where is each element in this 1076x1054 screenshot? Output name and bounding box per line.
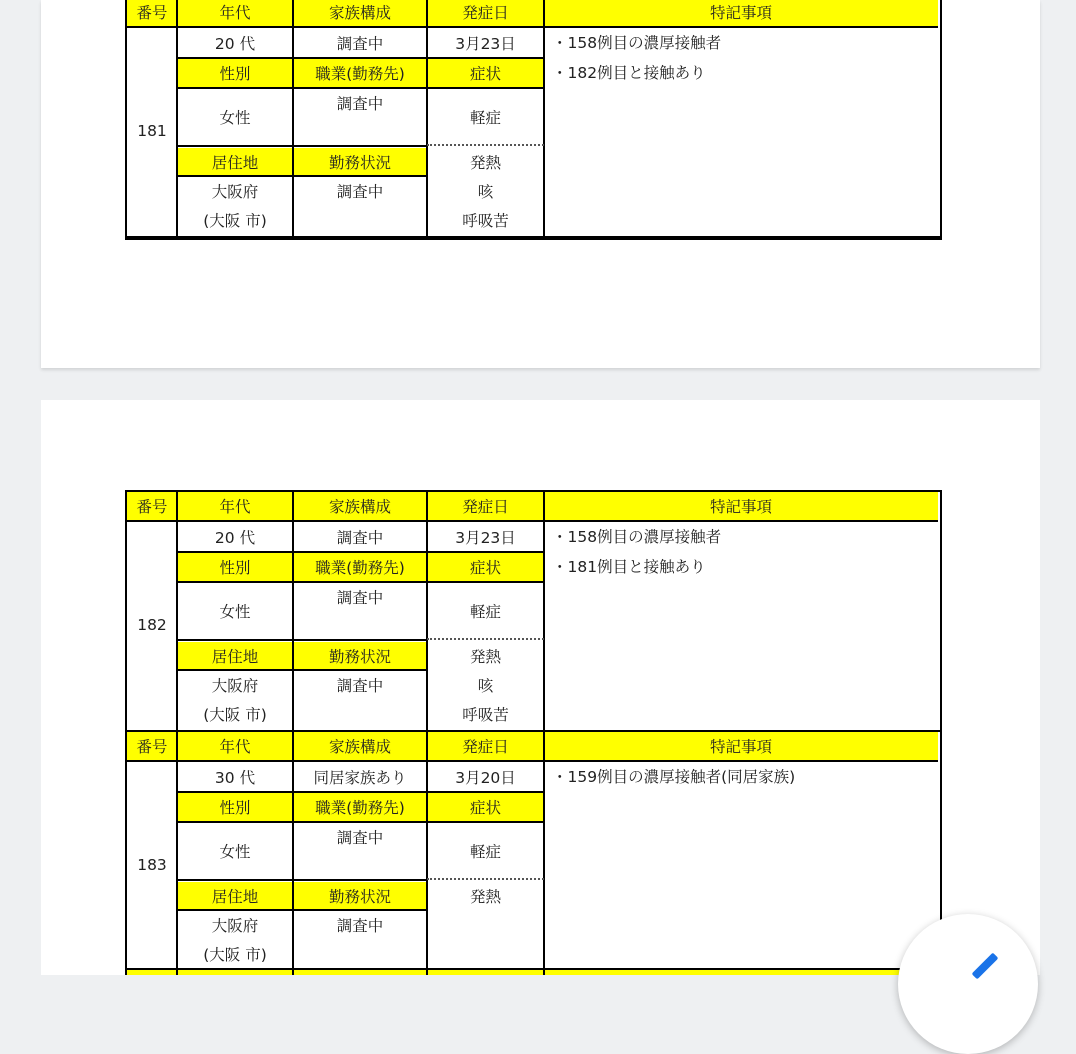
header-family-partial [293, 970, 427, 975]
header-age: 年代 [177, 492, 293, 522]
family-value: 調査中 [336, 529, 384, 547]
symptom-label: 症状 [427, 792, 544, 822]
severity-value: 軽症 [469, 109, 501, 127]
family-value: 同居家族あり [313, 769, 407, 787]
residence-label: 居住地 [177, 642, 293, 670]
header-number-partial [127, 970, 177, 975]
sex-label: 性別 [177, 58, 293, 88]
family-value: 調査中 [336, 35, 384, 53]
symptom-item: 呼吸苦 [462, 706, 509, 724]
residence-prefecture: 大阪府 [211, 677, 259, 695]
case-number: 181 [137, 122, 167, 140]
symptom-item: 呼吸苦 [462, 212, 509, 230]
residence-prefecture: 大阪府 [211, 183, 259, 201]
onset-value: 3月23日 [455, 35, 516, 53]
symptom-label: 症状 [427, 552, 544, 582]
sex-value: 女性 [219, 603, 251, 621]
case-number: 183 [137, 856, 167, 874]
residence-city: (大阪 市) [203, 946, 267, 964]
document-page-1 [41, 0, 1040, 368]
notes-block [552, 28, 721, 88]
header-number: 番号 [127, 492, 177, 522]
note-line: ・159例目の濃厚接触者(同居家族) [552, 768, 796, 786]
symptom-item: 発熱 [469, 154, 501, 172]
header-family: 家族構成 [293, 492, 427, 522]
sex-label: 性別 [177, 552, 293, 582]
header-notes: 特記事項 [544, 492, 938, 522]
note-line: ・158例目の濃厚接触者 [552, 34, 722, 52]
work-status-label: 勤務状況 [293, 642, 427, 670]
age-value: 20 代 [214, 529, 256, 547]
job-value: 調査中 [336, 589, 384, 607]
document-page-2 [41, 400, 1040, 975]
severity-value: 軽症 [469, 603, 501, 621]
symptom-item: 咳 [477, 183, 494, 201]
symptom-label: 症状 [427, 58, 544, 88]
note-line: ・181例目と接触あり [552, 558, 706, 576]
header-notes-partial [544, 970, 938, 975]
header-number: 番号 [127, 732, 177, 762]
header-onset: 発症日 [427, 0, 544, 28]
case-table [125, 0, 942, 240]
work-status-value: 調査中 [336, 183, 384, 201]
header-notes: 特記事項 [544, 0, 938, 28]
case-record [127, 732, 940, 970]
note-line: ・158例目の濃厚接触者 [552, 528, 722, 546]
edit-fab-button[interactable] [898, 914, 1038, 1054]
header-onset-partial [427, 970, 544, 975]
residence-label: 居住地 [177, 148, 293, 176]
header-family: 家族構成 [293, 0, 427, 28]
sex-value: 女性 [219, 843, 251, 861]
job-label: 職業(勤務先) [293, 792, 427, 822]
notes-block [552, 762, 795, 792]
job-value: 調査中 [336, 95, 384, 113]
residence-prefecture: 大阪府 [211, 917, 259, 935]
job-value: 調査中 [336, 829, 384, 847]
onset-value: 3月23日 [455, 529, 516, 547]
header-onset: 発症日 [427, 492, 544, 522]
header-notes: 特記事項 [544, 732, 938, 762]
symptom-item: 咳 [477, 677, 494, 695]
onset-value: 3月20日 [455, 769, 516, 787]
symptom-item: 発熱 [469, 888, 501, 906]
header-age: 年代 [177, 0, 293, 28]
job-label: 職業(勤務先) [293, 58, 427, 88]
case-table [125, 490, 942, 975]
case-number: 182 [137, 616, 167, 634]
work-status-value: 調査中 [336, 917, 384, 935]
symptom-item: 発熱 [469, 648, 501, 666]
residence-city: (大阪 市) [203, 706, 267, 724]
severity-value: 軽症 [469, 843, 501, 861]
case-record [127, 0, 940, 238]
residence-label: 居住地 [177, 882, 293, 910]
header-age: 年代 [177, 732, 293, 762]
work-status-label: 勤務状況 [293, 148, 427, 176]
notes-block [552, 522, 721, 582]
age-value: 30 代 [214, 769, 256, 787]
header-age-partial [177, 970, 293, 975]
residence-city: (大阪 市) [203, 212, 267, 230]
age-value: 20 代 [214, 35, 256, 53]
header-number: 番号 [127, 0, 177, 28]
sex-label: 性別 [177, 792, 293, 822]
edit-pencil-icon [972, 953, 999, 980]
job-label: 職業(勤務先) [293, 552, 427, 582]
sex-value: 女性 [219, 109, 251, 127]
work-status-value: 調査中 [336, 677, 384, 695]
note-line: ・182例目と接触あり [552, 64, 706, 82]
header-onset: 発症日 [427, 732, 544, 762]
case-record [127, 492, 940, 732]
work-status-label: 勤務状況 [293, 882, 427, 910]
header-family: 家族構成 [293, 732, 427, 762]
